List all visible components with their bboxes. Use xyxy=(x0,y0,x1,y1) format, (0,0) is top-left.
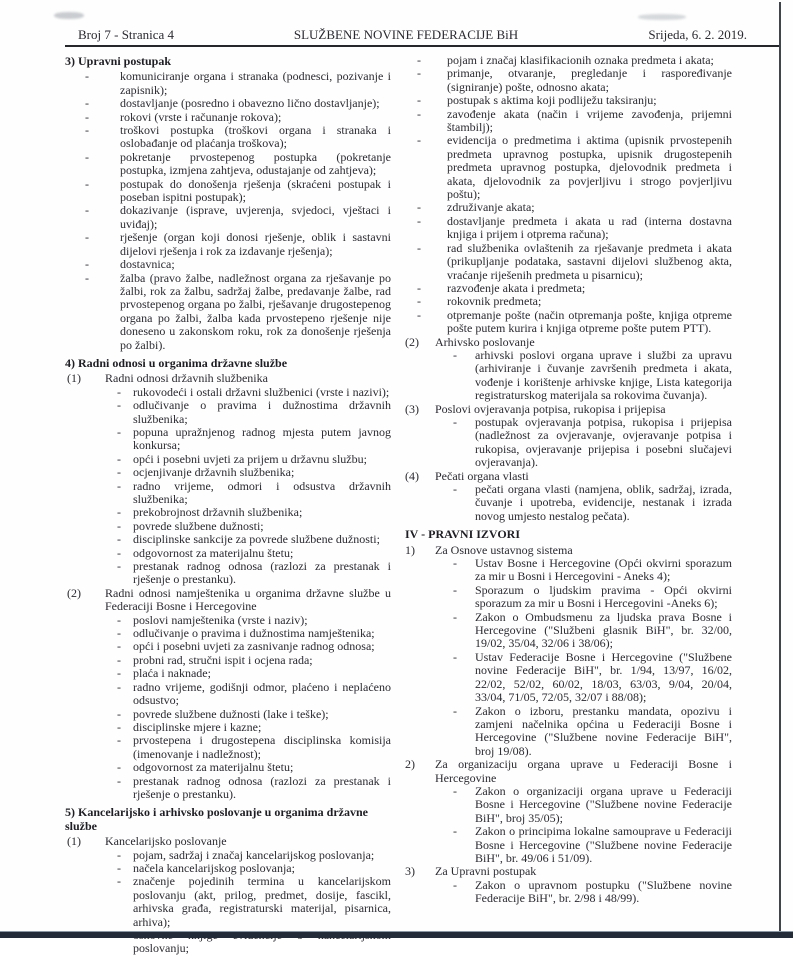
list-item xyxy=(65,453,391,466)
list-item xyxy=(65,372,391,385)
section-heading: 4) Radni odnosi u organima državne službe xyxy=(65,355,288,370)
list-item xyxy=(65,70,391,97)
list-item xyxy=(405,309,732,336)
list-marker: - xyxy=(453,347,457,362)
list-item xyxy=(65,386,391,399)
list-marker: - xyxy=(117,733,121,748)
list-marker: (3) xyxy=(405,401,419,416)
item-text: pojam i značaj klasifikacionih oznaka predmeta i akata; xyxy=(447,53,714,67)
list-item xyxy=(405,403,732,416)
list-marker: - xyxy=(85,230,89,245)
issue-page-number: Broj 7 - Stranica 4 xyxy=(78,27,175,42)
item-text: plaća i naknade; xyxy=(133,666,211,681)
item-text: Zakon o principima lokalne samouprave u Federaciji Bosne i Hercegovine ("Službene novine Federacije BiH", br. 49/06 i 51/09). xyxy=(475,824,732,865)
list-marker: - xyxy=(453,877,457,892)
list-marker: 1) xyxy=(405,542,415,557)
list-item xyxy=(65,506,391,519)
item-text: dostavljanje (posredno i obavezno lično dostavljanje); xyxy=(120,96,380,111)
list-marker: 2) xyxy=(405,757,415,772)
item-text: rokovi (vrste i računanje rokova); xyxy=(120,109,282,124)
item-text: rješenje (organ koji donosi rješenje, oblik i sastavni dijelovi rješenja i rok za izdavanje rješenja); xyxy=(120,230,391,258)
item-text: postupak ovjeravanja potpisa, rukopisa i prijepisa (nadležnost za ovjeravanje, ovjeravanje potpisa i rukopisa, ovjeravanje prijepisa i posebni slučajevi ovjeravanja). xyxy=(475,414,732,470)
list-marker: - xyxy=(417,133,421,148)
item-text: žalba (pravo žalbe, nadležnost organa za rješavanje po žalbi, rok za žalbu, sadržaj žalbe, predavanje žalbe, rad prvostepenog organa po žalbi, rješavanje drugostepenog organa po žalbi, žalba kada prvostepeno rješenje nije doneseno u zakonskom roku, rok za donošenje rješenja po žalbi). xyxy=(120,270,391,352)
list-marker: - xyxy=(117,398,121,413)
list-marker: - xyxy=(117,612,121,627)
list-item xyxy=(405,865,732,878)
list-item xyxy=(65,97,391,110)
list-marker: - xyxy=(117,666,121,681)
list-item xyxy=(405,295,732,308)
list-item xyxy=(405,134,732,201)
item-text: Sporazum o ljudskim pravima - Opći okvirni sporazum za mir u Bosni i Hercegovini -Aneks 6); xyxy=(475,582,732,611)
list-item xyxy=(65,761,391,774)
item-text: Poslovi ovjeravanja potpisa, rukopisa i prijepisa xyxy=(435,401,666,416)
list-marker: - xyxy=(117,639,121,654)
list-item xyxy=(405,557,732,584)
list-marker: - xyxy=(417,53,421,67)
scan-smudge xyxy=(54,12,84,19)
list-marker: - xyxy=(117,773,121,788)
item-text: načela kancelarijskog poslovanja; xyxy=(133,860,295,875)
item-text: disciplinske mjere i kazne; xyxy=(133,719,262,734)
list-marker: (2) xyxy=(405,334,419,349)
item-text: rukovodeći i ostali državni službenici (vrste i nazivi); xyxy=(133,384,390,399)
section-heading: 3) Upravni postupak xyxy=(65,54,172,68)
list-marker: - xyxy=(117,384,121,399)
item-text: povrede službene dužnosti; xyxy=(133,518,264,533)
list-marker: - xyxy=(117,847,121,862)
list-marker: - xyxy=(417,93,421,108)
item-text: opći i posebni uvjeti za zasnivanje radnog odnosa; xyxy=(133,639,375,654)
list-item xyxy=(65,835,391,848)
page-header xyxy=(65,27,747,45)
item-text: troškovi postupka (troškovi organa i stranaka i oslobađanje od plaćanja troškova); xyxy=(120,123,391,151)
item-text: Zakon o izboru, prestanku mandata, opozivu i zamjeni načelnika općina u Federaciji Bosne i Hercegovine ("Službene novine Federacije BiH", broj 19/08). xyxy=(475,703,732,758)
scan-smudge xyxy=(638,14,686,20)
list-item xyxy=(405,349,732,403)
content-columns xyxy=(65,54,732,956)
list-item xyxy=(405,416,732,470)
list-marker: - xyxy=(417,280,421,295)
item-text: primanje, otvaranje, pregledanje i raspoređivanje (signiranje) pošte, odnosno akata; xyxy=(447,66,732,94)
list-marker: - xyxy=(117,874,121,889)
list-item xyxy=(405,201,732,214)
section-heading: IV - PRAVNI IZVORI xyxy=(405,527,521,542)
list-item xyxy=(65,627,391,640)
list-item xyxy=(405,879,732,906)
list-item xyxy=(65,399,391,426)
list-item xyxy=(65,862,391,875)
item-text: povrede službene dužnosti (lake i teške); xyxy=(133,706,329,721)
item-text: Arhivsko poslovanje xyxy=(435,334,535,349)
list-item xyxy=(65,204,391,231)
item-text: Zakon o organizaciji organa uprave u Federaciji Bosne i Hercegovine ("Službene novine Federacije BiH", broj 35/05); xyxy=(475,783,732,825)
item-text: značenje pojedinih termina u kancelarijskom poslovanju (akt, prilog, predmet, dosije, fascikl, arhivska građa, registraturski materijal, pisarnica, arhiva); xyxy=(133,874,391,929)
item-text: prestanak radnog odnosa (razlozi za prestanak i rješenje o prestanku). xyxy=(133,773,391,801)
list-marker: - xyxy=(117,424,121,439)
list-marker: - xyxy=(117,760,121,775)
list-marker: - xyxy=(453,649,457,664)
list-marker: - xyxy=(417,106,421,121)
item-text: prestanak radnog odnosa (razlozi za prestanak i rješenje o prestanku). xyxy=(133,559,391,587)
item-text: evidencija o predmetima i aktima (upisnik prvostepenih predmeta upravnog postupka, upisnik drugostepenih predmeta upravnog postupka, djelovodnik predmeta i akata, djelovodnik za povjerljivu i strogo povjerljivu poštu); xyxy=(447,133,732,202)
list-item xyxy=(65,681,391,708)
list-item xyxy=(405,651,732,705)
list-marker: - xyxy=(85,123,89,138)
item-text: odlučivanje o pravima i dužnostima državnih službenika; xyxy=(133,398,391,426)
list-marker: - xyxy=(453,783,457,798)
item-text: Radni odnosi namještenika u organima državne službe u Federaciji Bosne i Hercegovine xyxy=(105,585,391,614)
item-text: Pečati organa vlasti xyxy=(435,468,529,483)
list-item xyxy=(65,272,391,352)
list-marker: - xyxy=(453,414,457,429)
list-marker: - xyxy=(417,200,421,215)
list-marker: - xyxy=(117,532,121,547)
list-item xyxy=(405,282,732,295)
list-item xyxy=(65,426,391,453)
list-item xyxy=(405,611,732,651)
list-item xyxy=(65,231,391,258)
list-marker: (1) xyxy=(67,371,81,386)
list-marker: - xyxy=(453,609,457,624)
item-text: odgovornost za materijalnu štetu; xyxy=(133,760,294,775)
list-marker: - xyxy=(85,149,89,164)
item-text: disciplinske sankcije za povrede službene dužnosti; xyxy=(133,532,380,547)
list-item xyxy=(405,336,732,349)
item-text: dostavljanje predmeta i akata u rad (interna dostavna knjiga i prijem i otprema računa); xyxy=(447,213,732,242)
list-item xyxy=(405,215,732,242)
list-marker: - xyxy=(117,679,121,694)
scan-edge-bottom xyxy=(0,931,793,938)
item-text: postupak s aktima koji podliježu taksiranju; xyxy=(447,93,657,108)
item-text: prvostepena i drugostepena disciplinska komisija (imenovanje i nadležnost); xyxy=(133,733,391,761)
issue-date: Srijeda, 6. 2. 2019. xyxy=(648,27,747,42)
list-marker: - xyxy=(117,719,121,734)
list-item xyxy=(65,654,391,667)
list-marker: (4) xyxy=(405,468,419,483)
item-text: pokretanje prvostepenog postupka (pokretanje postupka, izmjena zahtjeva, odustajanje od zahtjeva); xyxy=(120,149,391,178)
list-marker: - xyxy=(117,559,121,574)
item-text: prekobrojnost državnih službenika; xyxy=(133,505,303,520)
list-marker: - xyxy=(417,307,421,322)
item-text: Ustav Bosne i Hercegovine (Opći okvirni sporazum za mir u Bosni i Hercegovini - Aneks 4); xyxy=(475,556,732,584)
list-item xyxy=(65,466,391,479)
list-item xyxy=(65,614,391,627)
item-text: Za organizaciju organa uprave u Federaciji Bosne i Hercegovine xyxy=(435,757,732,785)
item-text: popuna upražnjenog radnog mjesta putem javnog konkursa; xyxy=(133,424,391,453)
list-item xyxy=(405,758,732,785)
list-marker: - xyxy=(117,626,121,641)
list-marker: - xyxy=(117,451,121,466)
left-column xyxy=(65,54,391,956)
list-item xyxy=(65,667,391,680)
item-text: radno vrijeme, godišnji odmor, plaćeno i neplaćeno odsustvo; xyxy=(133,679,391,708)
list-item xyxy=(65,124,391,151)
list-item xyxy=(405,584,732,611)
item-text: poslovi namještenika (vrste i naziv); xyxy=(133,612,308,627)
item-text: pojam, sadržaj i značaj kancelarijskog poslovanja; xyxy=(133,847,375,862)
list-item xyxy=(65,734,391,761)
list-marker: (1) xyxy=(67,834,81,849)
section-heading: 5) Kancelarijsko i arhivsko poslovanje u organima državne službe xyxy=(65,805,369,833)
list-item xyxy=(65,178,391,205)
list-marker: - xyxy=(417,66,421,81)
list-marker: - xyxy=(417,213,421,228)
gazette-title: SLUŽBENE NOVINE FEDERACIJE BiH xyxy=(293,27,519,42)
item-text: Radni odnosi državnih službenika xyxy=(105,371,268,386)
list-item xyxy=(405,108,732,135)
right-column xyxy=(405,54,732,956)
list-item xyxy=(405,705,732,759)
list-marker: - xyxy=(85,257,89,272)
list-item xyxy=(65,708,391,721)
item-text: Zakon o upravnom postupku ("Službene novine Federacije BiH", br. 2/98 i 48/99). xyxy=(475,877,732,906)
list-marker: - xyxy=(117,505,121,520)
item-text: zavođenje akata (način i vrijeme zavođenja, prijemni štambilj); xyxy=(447,106,732,135)
list-marker: - xyxy=(117,706,121,721)
list-marker: 3) xyxy=(405,864,415,879)
list-item xyxy=(65,547,391,560)
list-marker: - xyxy=(85,96,89,111)
list-marker: - xyxy=(117,478,121,493)
list-marker: - xyxy=(453,482,457,496)
list-item xyxy=(65,587,391,614)
list-marker: - xyxy=(117,518,121,533)
list-item xyxy=(405,785,732,825)
list-marker: - xyxy=(453,703,457,718)
item-text: razvođenje akata i predmeta; xyxy=(447,280,586,295)
list-marker: - xyxy=(453,582,457,597)
item-text: ocjenjivanje državnih službenika; xyxy=(133,465,295,480)
item-text: združivanje akata; xyxy=(447,200,535,215)
list-marker: - xyxy=(417,294,421,309)
list-item xyxy=(65,849,391,862)
list-marker: - xyxy=(453,824,457,839)
item-text: Zakon o Ombudsmenu za ljudska prava Bosne i Hercegovine ("Službeni glasnik BiH", br. 32/00, 19/02, 35/04, 32/06 i 38/06); xyxy=(475,609,732,651)
item-text: Kancelarijsko poslovanje xyxy=(105,834,227,849)
item-text: Za Upravni postupak xyxy=(435,864,537,879)
list-marker: - xyxy=(85,109,89,124)
item-text: poslovanju; xyxy=(133,941,189,956)
item-text: dokazivanje (isprave, uvjerenja, svjedoci, vještaci i uviđaj); xyxy=(120,203,391,231)
list-item xyxy=(405,67,732,94)
item-text: postupak do donošenja rješenja (skraćeni postupak i poseban ispitni postupak); xyxy=(120,176,391,205)
list-item xyxy=(405,242,732,282)
item-text: pečati organa vlasti (namjena, oblik, sadržaj, izrada, čuvanje i upotreba, evidencije, nestanak i izrada novog umjesto nestalog pečata). xyxy=(475,482,732,523)
list-item xyxy=(65,533,391,546)
list-item xyxy=(65,151,391,178)
item-text: odlučivanje o pravima i dužnostima namještenika; xyxy=(133,626,375,641)
list-marker: - xyxy=(117,652,121,667)
list-item xyxy=(405,483,732,523)
list-item xyxy=(405,94,732,107)
item-text: Za Osnove ustavnog sistema xyxy=(435,542,573,557)
list-item xyxy=(405,825,732,865)
list-item xyxy=(65,520,391,533)
list-item xyxy=(405,544,732,557)
item-text: Ustav Federacije Bosne i Hercegovine ("Službene novine Federacije BiH", br. 1/94, 13/97, 16/02, 22/02, 52/02, 60/02, 18/03, 63/03, 9/04, 20/04, 33/04, 71/05, 72/05, 32/07 i 88/08); xyxy=(475,649,732,705)
scan-edge-right xyxy=(779,2,781,932)
item-text: komuniciranje organa i stranaka (podnesci, pozivanje i zapisnik); xyxy=(120,69,391,97)
list-marker: - xyxy=(117,465,121,480)
list-marker: - xyxy=(85,69,89,84)
list-item xyxy=(65,875,391,929)
list-marker: - xyxy=(85,203,89,218)
list-marker: - xyxy=(85,176,89,191)
header-rule xyxy=(65,45,779,47)
item-text: rokovnik predmeta; xyxy=(447,294,542,309)
list-item xyxy=(65,640,391,653)
list-item xyxy=(65,258,391,271)
item-text: odgovornost za materijalnu štetu; xyxy=(133,545,294,560)
item-text: arhivski poslovi organa uprave i službi za upravu (arhiviranje i čuvanje završenih predmeta i akata, vođenje i korištenje arhivske knjige, Lista kategorija registraturskog materijala sa rokovima čuvanja). xyxy=(475,347,732,403)
list-item xyxy=(65,111,391,124)
item-text: opći i posebni uvjeti za prijem u državnu službu; xyxy=(133,451,367,466)
list-item xyxy=(65,775,391,802)
item-text: dostavnica; xyxy=(120,257,175,272)
list-marker: - xyxy=(85,270,89,285)
list-marker: (2) xyxy=(67,585,81,600)
list-marker: - xyxy=(117,545,121,560)
item-text: radno vrijeme, odmori i odsustva državnih službenika; xyxy=(133,478,391,506)
list-item xyxy=(65,480,391,507)
list-item xyxy=(405,470,732,483)
list-marker: - xyxy=(417,240,421,255)
list-item xyxy=(65,560,391,587)
item-text: rad službenika ovlaštenih za rješavanje predmeta i akata (prikupljanje podataka, sastavni dijelovi službenog akta, vraćanje riješenih predmeta u pisarnicu); xyxy=(447,240,732,282)
item-text: probni rad, stručni ispit i ocjena rada; xyxy=(133,652,313,667)
list-marker: - xyxy=(117,860,121,875)
list-marker: - xyxy=(453,556,457,571)
list-item xyxy=(405,54,732,67)
item-text: otpremanje pošte (način otpremanja pošte, knjiga otpreme pošte putem kurira i knjiga otpreme pošte putem PTT). xyxy=(447,307,732,336)
list-item xyxy=(65,721,391,734)
